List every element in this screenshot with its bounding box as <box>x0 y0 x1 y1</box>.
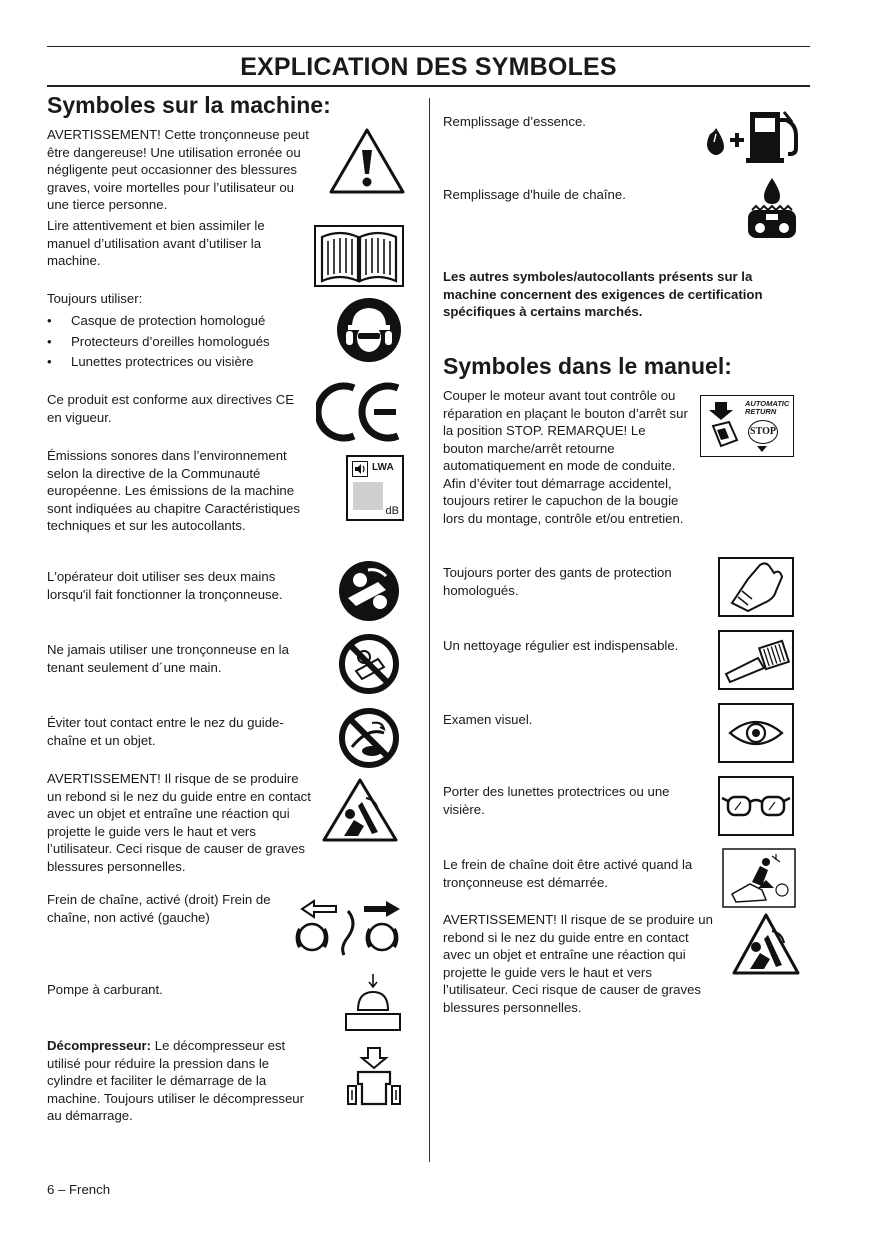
header-rule-top <box>47 46 810 47</box>
decompressor-label: Décompresseur: <box>47 1038 152 1053</box>
two-hands-icon <box>338 560 400 622</box>
chain-brake-icon <box>292 897 404 959</box>
down-arrow-icon <box>757 446 767 452</box>
brake-at-start-icon <box>722 848 796 908</box>
ppe-list <box>47 311 317 373</box>
decompressor-icon <box>342 1044 406 1114</box>
ce-text: Ce produit est conforme aux directives CE en vigueur. <box>47 392 295 425</box>
stop-switch-icon <box>700 395 794 457</box>
gloves-text: Toujours porter des gants de protection homologués. <box>443 565 672 598</box>
noise-emission-label-icon <box>346 455 404 521</box>
page-number: 6 – French <box>47 1182 111 1197</box>
refuel-petrol-icon <box>700 100 804 164</box>
speaker-icon <box>352 461 368 477</box>
fuel-pump-text: Pompe à carburant. <box>47 982 163 997</box>
safety-glasses-icon <box>718 776 794 836</box>
warning-text: AVERTISSEMENT! Cette tronçonneuse peut être dangereuse! Une utilisation erronée ou négligente peut occasionner des blessures graves, voire mortelles pour l’utilisateur ou une tierce personne. <box>47 127 309 212</box>
helmet-ear-protection-icon <box>336 297 402 363</box>
list-item: • Protecteurs d’oreilles homologués <box>47 332 317 353</box>
chain-oil-icon <box>746 176 798 242</box>
stop-text: Couper le moteur avant tout contrôle ou réparation en plaçant le bouton d’arrêt sur la position STOP. REMARQUE! Le bouton marche/arrêt retourne automatiquement en mode de conduite. Afin d’éviter tout démarrage accidentel, toujours retirer le capuchon de la bougie lors du montage, contrôle et/ou entretien. <box>443 388 688 526</box>
column-divider <box>429 98 430 1162</box>
kickback-warning-text: AVERTISSEMENT! Il risque de se produire un rebond si le nez du guide entre en contact avec un objet et entraîne une réaction qui projette le guide vers le haut et vers l’utilisateur. Ceci risque de causer de graves blessures personnelles. <box>47 771 311 874</box>
manual-text: Lire attentivement et bien assimiler le manuel d’utilisation avant d’utiliser la machine. <box>47 218 265 268</box>
one-hand-text: Ne jamais utiliser une tronçonneuse en la tenant seulement d´une main. <box>47 642 289 675</box>
always-use-label: Toujours utiliser: <box>47 291 143 306</box>
page-title: EXPLICATION DES SYMBOLES <box>240 53 617 81</box>
header-rule-bottom <box>47 85 810 87</box>
machine-symbols-heading: Symboles sur la machine: <box>47 92 331 118</box>
fuel-pump-icon <box>342 970 404 1034</box>
kickback-warning-text-right: AVERTISSEMENT! Il risque de se produire un rebond si le nez du guide entre en contact avec un objet et entraîne une réaction qui projette le guide vers le haut et vers l’utilisateur. Ceci risque de causer de graves blessures personnelles. <box>443 912 713 1015</box>
cleaning-brush-icon <box>718 630 794 690</box>
stop-label: STOP <box>748 420 778 444</box>
list-item: • Casque de protection homologué <box>47 311 317 332</box>
no-nose-contact-icon <box>338 707 400 769</box>
list-item: • Lunettes protectrices ou visière <box>47 352 317 373</box>
brake-at-start-text: Le frein de chaîne doit être activé quand la tronçonneuse est démarrée. <box>443 857 693 890</box>
lwa-label: LWA <box>372 462 394 473</box>
eye-icon <box>718 703 794 763</box>
kickback-warning-icon <box>322 778 398 842</box>
return-label: RETURN <box>745 407 777 416</box>
decompressor-description: Le décompresseur est utilisé pour réduire la pression dans le cylindre et faciliter le démarrage de la machine. Toujours utiliser le décompresseur au démarrage. <box>47 1038 305 1123</box>
visual-inspection-text: Examen visuel. <box>443 712 533 727</box>
nose-contact-text: Éviter tout contact entre le nez du guide-chaîne et un objet. <box>47 715 284 748</box>
read-manual-icon <box>314 225 404 287</box>
protective-gloves-icon <box>718 557 794 617</box>
chain-oil-text: Remplissage d'huile de chaîne. <box>443 187 626 202</box>
refuel-text: Remplissage d’essence. <box>443 114 586 129</box>
decompressor-text <box>47 1037 315 1125</box>
manual-symbols-heading: Symboles dans le manuel: <box>443 353 732 379</box>
automatic-label: AUTOMATIC <box>745 399 790 408</box>
kickback-warning-icon-right <box>732 913 800 975</box>
no-one-hand-icon <box>338 633 400 695</box>
cleaning-text: Un nettoyage régulier est indispensable. <box>443 638 679 653</box>
db-label: dB <box>385 505 399 517</box>
noise-text: Émissions sonores dans l’environnement selon la directive de la Communauté européenne. Les émissions de la machine sont indiquées au chapitre Caractéristiques techniques et sur les autocollants. <box>47 448 300 533</box>
chain-brake-text: Frein de chaîne, activé (droit) Frein de chaîne, non activé (gauche) <box>47 892 271 925</box>
warning-triangle-icon <box>327 126 407 196</box>
goggles-text: Porter des lunettes protectrices ou une visière. <box>443 784 670 817</box>
two-hands-text: L'opérateur doit utiliser ses deux mains lorsqu'il fait fonctionner la tronçonneuse. <box>47 569 283 602</box>
ce-mark-icon <box>316 380 404 444</box>
other-symbols-note: Les autres symboles/autocollants présents sur la machine concernent des exigences de certification spécifiques à certains marchés. <box>443 269 763 319</box>
